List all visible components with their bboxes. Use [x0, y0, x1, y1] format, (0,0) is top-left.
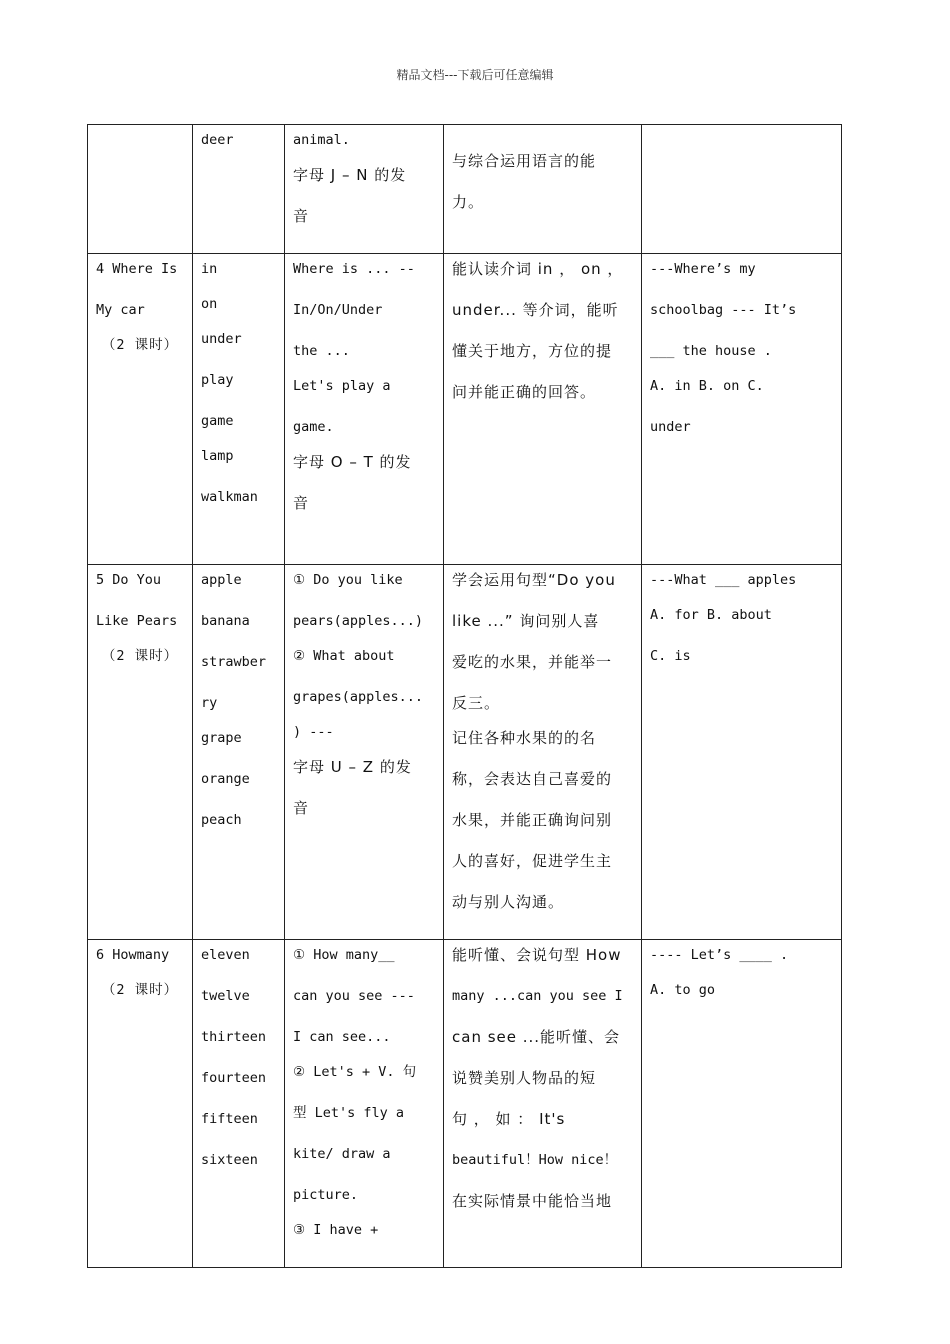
- sentences-cell: [285, 125, 444, 254]
- objective-line: many ...can you see I: [452, 988, 623, 1004]
- table-row: [88, 125, 842, 254]
- word: fourteen: [201, 1070, 267, 1086]
- table-row: [88, 940, 842, 1268]
- sentences-cell: [285, 565, 444, 940]
- objective-line: 学会运用句型“Do you: [452, 571, 616, 589]
- objective-line: can see ...能听懂、会: [452, 1028, 621, 1046]
- sentence-line: In/On/Under: [293, 302, 383, 318]
- exercise-cell: [642, 940, 842, 1268]
- objective-line: 反三。: [452, 694, 501, 712]
- word: banana: [201, 613, 250, 629]
- sentence-line: Where is ... --: [293, 261, 415, 277]
- word: on: [201, 296, 218, 312]
- word: deer: [201, 132, 234, 148]
- sentence-line: pears(apples...): [293, 613, 424, 629]
- sentence-line: 字母 J – N 的发: [293, 166, 407, 184]
- objective-line: 力。: [452, 193, 485, 211]
- sentence-line: I can see...: [293, 1029, 391, 1045]
- unit-cell: [88, 940, 193, 1268]
- sentence-line: ① Do you like: [293, 572, 403, 588]
- exercise-cell: [642, 565, 842, 940]
- objective-line: 能听懂、会说句型 How: [452, 946, 622, 964]
- unit-hours: （2 课时）: [101, 337, 179, 353]
- objectives-cell: [444, 254, 642, 565]
- objective-line: 动与别人沟通。: [452, 893, 565, 911]
- word: lamp: [201, 448, 234, 464]
- objective-line: 在实际情景中能恰当地: [452, 1192, 613, 1210]
- word: fifteen: [201, 1111, 258, 1127]
- word: game: [201, 413, 234, 429]
- table-row: [88, 565, 842, 940]
- word: under: [201, 331, 242, 347]
- exercise-line: ___ the house .: [650, 343, 772, 359]
- unit-title-line: 6 Howmany: [96, 947, 170, 963]
- unit-title-line: Like Pears: [96, 613, 178, 629]
- exercise-line: schoolbag --- It’s: [650, 302, 797, 318]
- word: ry: [201, 695, 218, 711]
- objective-line: 说赞美别人物品的短: [452, 1069, 597, 1087]
- sentence-line: animal.: [293, 132, 350, 148]
- objective-line: beautiful！How nice！: [452, 1152, 618, 1168]
- sentence-line: 音: [293, 799, 310, 817]
- exercise-cell: [642, 125, 842, 254]
- objective-line: like ...” 询问别人喜: [452, 612, 600, 630]
- exercise-line: ---What ___ apples: [650, 572, 797, 588]
- exercise-cell: [642, 254, 842, 565]
- table-row: [88, 254, 842, 565]
- word: in: [201, 261, 218, 277]
- sentence-line: kite/ draw a: [293, 1146, 391, 1162]
- objective-line: 句 ， 如 ： It's: [452, 1110, 566, 1128]
- sentences-cell: [285, 254, 444, 565]
- word: walkman: [201, 489, 258, 505]
- exercise-line: A. for B. about: [650, 607, 772, 623]
- exercise-line: A. to go: [650, 982, 716, 998]
- objective-line: 与综合运用语言的能: [452, 152, 597, 170]
- exercise-line: A. in B. on C.: [650, 378, 764, 394]
- sentence-line: Let's play a: [293, 378, 391, 394]
- exercise-line: under: [650, 419, 691, 435]
- objective-line: under... 等介词，能听: [452, 301, 619, 319]
- words-cell: [193, 940, 285, 1268]
- sentence-line: picture.: [293, 1187, 359, 1203]
- unit-cell: [88, 254, 193, 565]
- objective-line: 问并能正确的回答。: [452, 383, 597, 401]
- objective-line: 能认读介词 in ， on ，: [452, 260, 624, 278]
- objective-line: 水果，并能正确询问别: [452, 811, 613, 829]
- sentence-line: the ...: [293, 343, 350, 359]
- sentence-line: 音: [293, 494, 310, 512]
- objective-line: 人的喜好，促进学生主: [452, 852, 613, 870]
- word: play: [201, 372, 234, 388]
- objectives-cell: [444, 125, 642, 254]
- unit-hours: （2 课时）: [101, 648, 179, 664]
- objective-line: 记住各种水果的的名: [452, 729, 597, 747]
- objectives-cell: [444, 565, 642, 940]
- word: twelve: [201, 988, 250, 1004]
- exercise-line: ---Where’s my: [650, 261, 756, 277]
- word: sixteen: [201, 1152, 258, 1168]
- sentence-line: ③ I have +: [293, 1222, 379, 1238]
- exercise-line: C. is: [650, 648, 691, 664]
- words-cell: [193, 125, 285, 254]
- exercise-line: ---- Let’s ____ .: [650, 947, 789, 963]
- objectives-cell: [444, 940, 642, 1268]
- word: strawber: [201, 654, 267, 670]
- sentence-line: ② What about: [293, 648, 395, 664]
- objective-line: 爱吃的水果，并能举一: [452, 653, 613, 671]
- word: eleven: [201, 947, 250, 963]
- word: apple: [201, 572, 242, 588]
- word: peach: [201, 812, 242, 828]
- sentence-line: ② Let's + V. 句: [293, 1064, 417, 1080]
- unit-cell: [88, 565, 193, 940]
- unit-title-line: 5 Do You: [96, 572, 162, 588]
- sentence-line: 音: [293, 207, 310, 225]
- word: thirteen: [201, 1029, 267, 1045]
- sentence-line: ) ---: [293, 724, 334, 740]
- sentence-line: grapes(apples...: [293, 689, 424, 705]
- sentence-line: 字母 O – T 的发: [293, 453, 412, 471]
- word: grape: [201, 730, 242, 746]
- word: orange: [201, 771, 250, 787]
- sentence-line: 字母 U – Z 的发: [293, 758, 412, 776]
- words-cell: [193, 565, 285, 940]
- sentence-line: ① How many__: [293, 947, 395, 963]
- sentence-line: 型 Let's fly a: [293, 1105, 405, 1121]
- objective-line: 称，会表达自己喜爱的: [452, 770, 613, 788]
- unit-cell: [88, 125, 193, 254]
- curriculum-table: [87, 124, 842, 1268]
- objective-line: 懂关于地方，方位的提: [452, 342, 613, 360]
- page-header: 精品文档---下载后可任意编辑: [396, 68, 554, 82]
- unit-hours: （2 课时）: [101, 982, 179, 998]
- unit-title-line: 4 Where Is: [96, 261, 178, 277]
- sentence-line: game.: [293, 419, 334, 435]
- sentence-line: can you see ---: [293, 988, 415, 1004]
- words-cell: [193, 254, 285, 565]
- unit-title-line: My car: [96, 302, 145, 318]
- sentences-cell: [285, 940, 444, 1268]
